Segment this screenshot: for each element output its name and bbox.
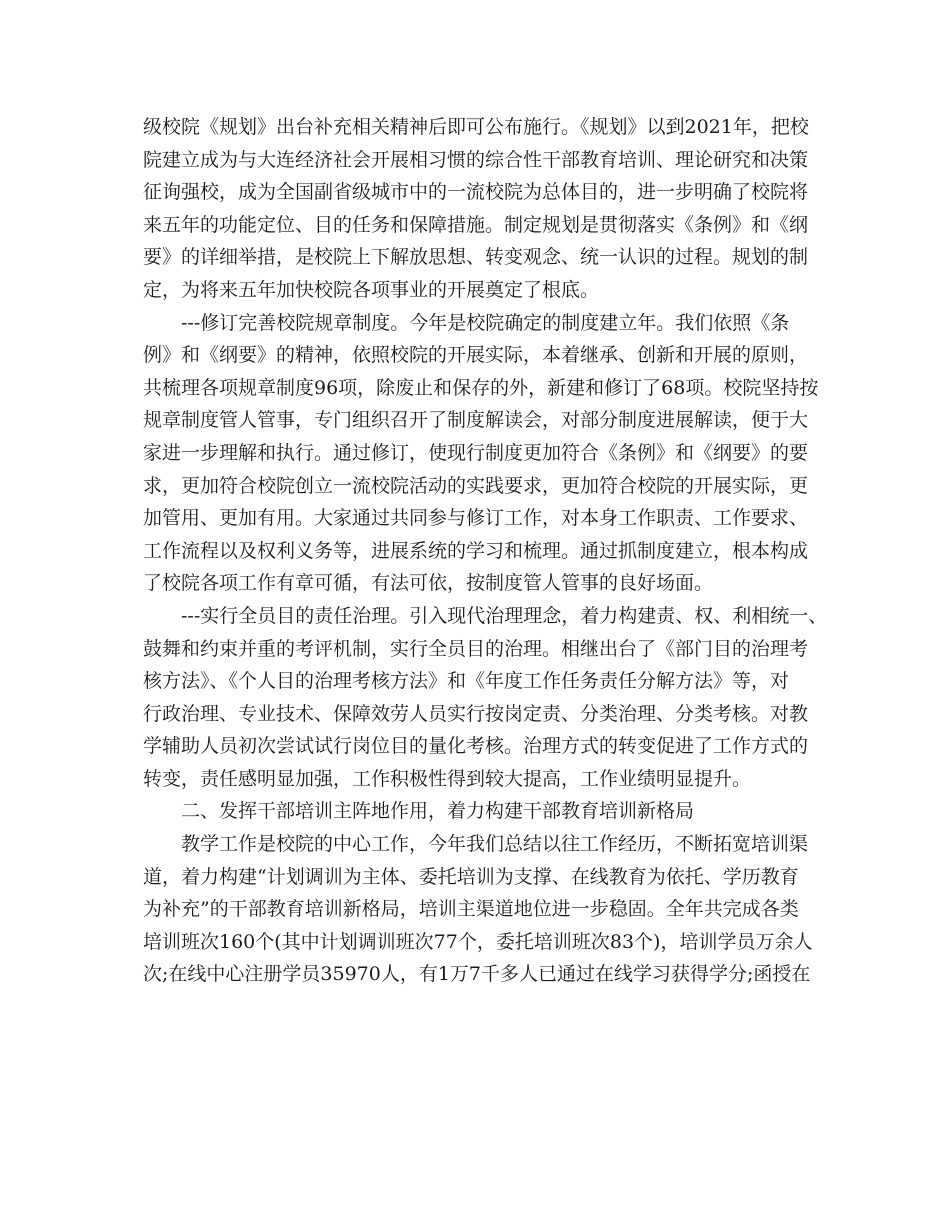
text-line: 转变，责任感明显加强，工作积极性得到较大提高，工作业绩明显提升。 — [143, 767, 752, 790]
text-line: ---修订完善校院规章制度。今年是校院确定的制度建立年。我们依照《条 — [181, 311, 790, 334]
text-line: 共梳理各项规章制度96项，除废止和保存的外，新建和修订了68项。校院坚持按 — [143, 376, 819, 399]
text-line: 征询强校，成为全国副省级城市中的一流校院为总体目的，进一步明确了校院将 — [143, 181, 809, 204]
text-line: 行政治理、专业技术、保障效劳人员实行按岗定责、分类治理、分类考核。对教 — [143, 702, 809, 725]
text-line: 二、发挥干部培训主阵地作用，着力构建干部教育培训新格局 — [181, 800, 695, 823]
text-line: ---实行全员目的责任治理。引入现代治理理念，着力构建责、权、利相统一、 — [181, 604, 828, 627]
text-line: 例》和《纲要》的精神，依照校院的开展实际，本着继承、创新和开展的原则， — [143, 344, 809, 367]
text-line: 院建立成为与大连经济社会开展相习惯的综合性干部教育培训、理论研究和决策 — [143, 148, 809, 171]
text-line: 加管用、更加有用。大家通过共同参与修订工作，对本身工作职责、工作要求、 — [143, 507, 809, 530]
text-line: 求，更加符合校院创立一流校院活动的实践要求，更加符合校院的开展实际，更 — [143, 474, 809, 497]
text-line: 教学工作是校院的中心工作，今年我们总结以往工作经历，不断拓宽培训渠 — [181, 833, 809, 856]
text-line: 培训班次160个(其中计划调训班次77个，委托培训班次83个)，培训学员万余人 — [143, 930, 813, 953]
document-body — [143, 111, 828, 991]
text-line: 来五年的功能定位、目的任务和保障措施。制定规划是贯彻落实《条例》和《纲 — [143, 213, 809, 236]
text-line: 次;在线中心注册学员35970人，有1万7千多人已通过在线学习获得学分;函授在 — [143, 963, 811, 986]
text-line: 鼓舞和约束并重的考评机制，实行全员目的治理。相继出台了《部门目的治理考 — [143, 637, 809, 660]
text-line: 为补充”的干部教育培训新格局，培训主渠道地位进一步稳固。全年共完成各类 — [143, 898, 799, 921]
text-line: 规章制度管人管事，专门组织召开了制度解读会，对部分制度进展解读，便于大 — [143, 409, 809, 432]
text-line: 学辅助人员初次尝试试行岗位目的量化考核。治理方式的转变促进了工作方式的 — [143, 735, 809, 758]
text-line: 家进一步理解和执行。通过修订，使现行制度更加符合《条例》和《纲要》的要 — [143, 441, 809, 464]
text-line: 级校院《规划》出台补充相关精神后即可公布施行。《规划》以到2021年，把校 — [143, 116, 809, 138]
text-line: 定，为将来五年加快校院各项事业的开展奠定了根底。 — [143, 278, 600, 301]
text-line: 工作流程以及权利义务等，进展系统的学习和梳理。通过抓制度建立，根本构成 — [143, 539, 809, 562]
text-line: 核方法》、《个人目的治理考核方法》和《年度工作任务责任分解方法》等，对 — [143, 670, 790, 693]
text-line: 要》的详细举措，是校院上下解放思想、转变观念、统一认识的过程。规划的制 — [143, 246, 809, 269]
text-line: 了校院各项工作有章可循，有法可依，按制度管人管事的良好场面。 — [143, 572, 714, 595]
text-line: 道，着力构建“计划调训为主体、委托培训为支撑、在线教育为依托、学历教育 — [143, 865, 799, 888]
